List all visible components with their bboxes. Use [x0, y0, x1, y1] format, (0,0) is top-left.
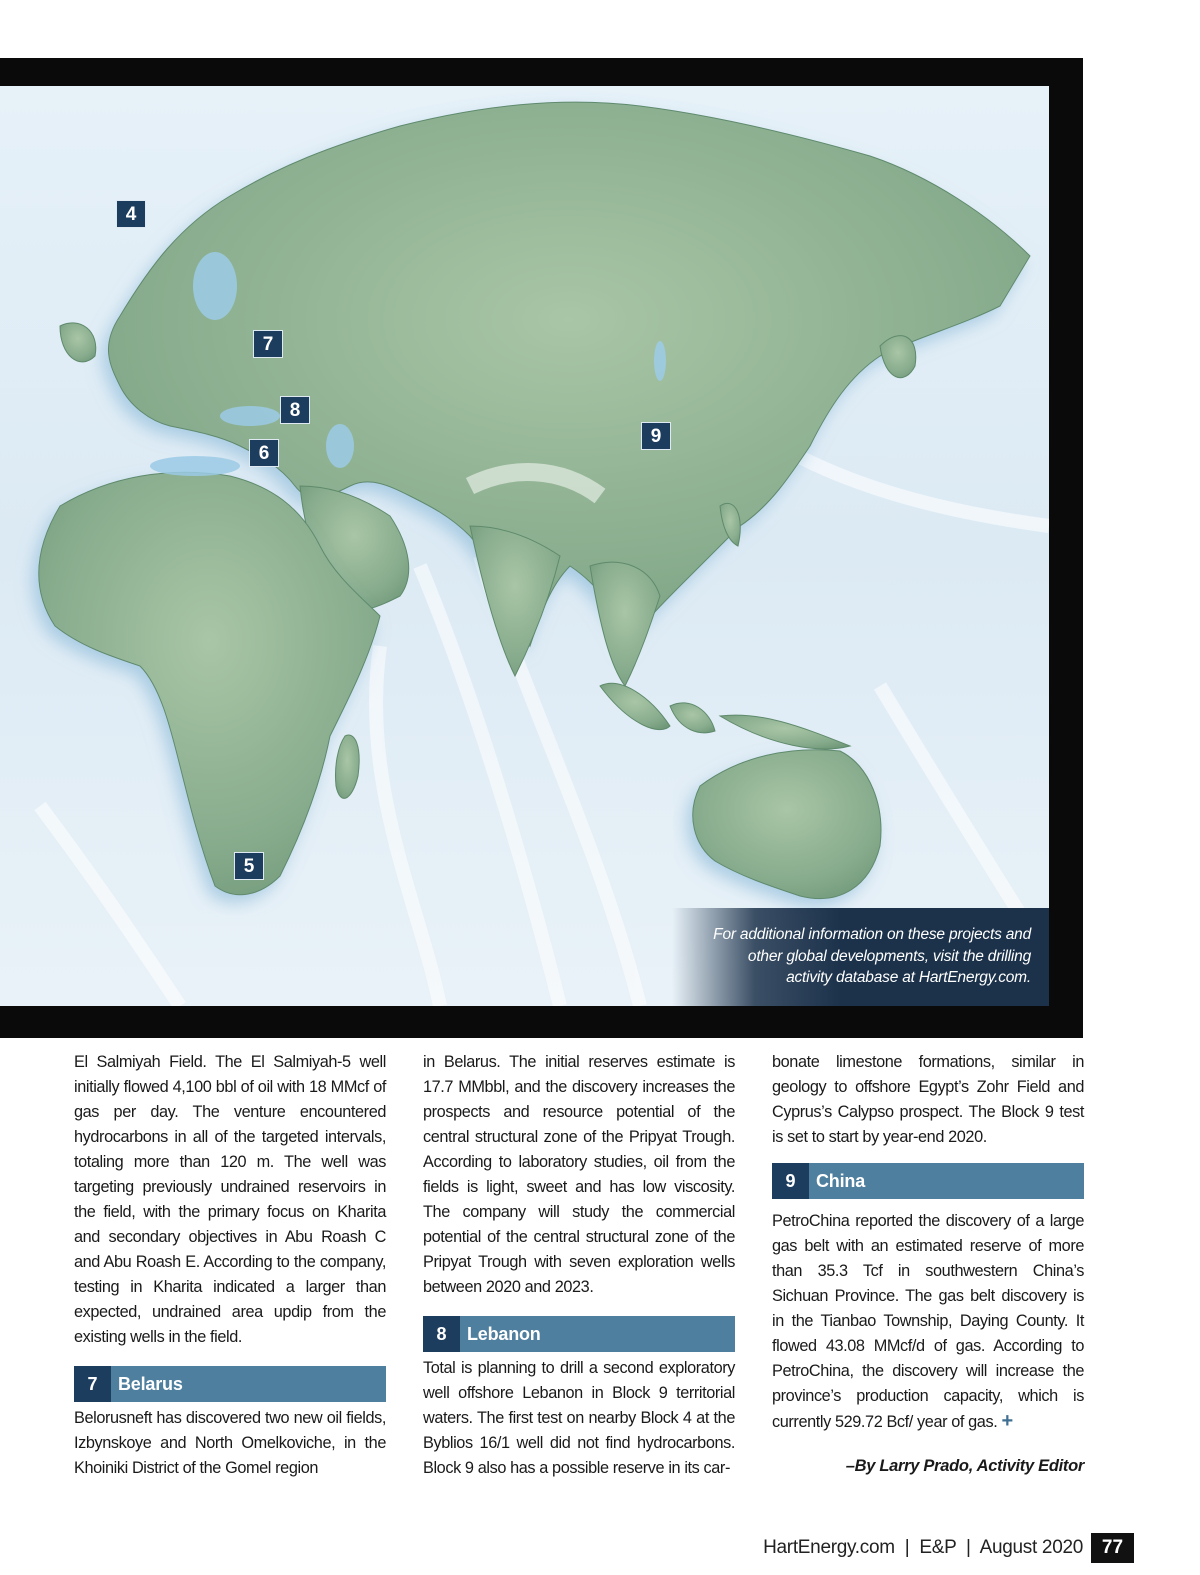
se-asia-landmass — [590, 562, 660, 686]
section-header-china — [772, 1163, 1084, 1199]
section-title: China — [816, 1170, 866, 1191]
author-byline: –By Larry Prado, Activity Editor — [845, 1457, 1084, 1475]
map-caption-box — [672, 908, 1049, 1006]
map-marker-5: 5 — [234, 852, 264, 880]
col2-intro-paragraph: in Belarus. The initial reserves estimate is 17.7 MMbbl, and the discovery increases the prospects and resource potential of the central structural zone of the Pripyat Trough. According to laboratory studies, oil from the fields is light, sweet and has low viscosity. The company will study the commercial potential of the central structural zone of the Pripyat Trough with seven exploration wells between 2020 and 2023. — [423, 1053, 735, 1296]
page-footer — [763, 1533, 1134, 1563]
footer-publication-info: HartEnergy.com | E&P | August 2020 — [763, 1537, 1083, 1558]
map-marker-7: 7 — [253, 330, 283, 358]
map-graphic — [0, 86, 1049, 1006]
map-frame — [0, 58, 1083, 1038]
column-2 — [423, 1050, 735, 1481]
australia-landmass — [693, 750, 881, 899]
map-caption-text: For additional information on these projects and other global developments, visit the drilling activity database at HartEnergy.com. — [713, 926, 1031, 986]
section-number: 9 — [772, 1163, 809, 1199]
china-paragraph — [772, 1209, 1084, 1435]
section-number: 8 — [423, 1316, 460, 1352]
column-3 — [772, 1050, 1084, 1476]
china-paragraph-text: PetroChina reported the discovery of a large gas belt with an estimated reserve of more than 35.3 Tcf in southwestern China’s Sichuan Province. The gas belt discovery is in the Tianbao Township, Daying County. It flowed 43.08 MMcf/d of gas. According to PetroChina, the discovery will increase the province’s production capacity, which is currently 529.72 Bcf/ year of gas. — [772, 1212, 1084, 1431]
col1-intro-paragraph: El Salmiyah Field. The El Salmiyah-5 well initially flowed 4,100 bbl of oil with 18 MMcf of gas per day. The venture encountered hydrocarbons in all of the targeted intervals, totaling more than 120 m. The well was targeting previously undrained reservoirs in the field, with the primary focus on Kharita and secondary objectives in Abu Roash C and Abu Roash E. According to the company, testing in Kharita indicated a larger than expected, undrained area updip from the existing wells in the field. — [74, 1053, 386, 1346]
map-marker-8: 8 — [280, 396, 310, 424]
section-title: Belarus — [118, 1373, 183, 1394]
col3-intro-paragraph: bonate limestone formations, similar in geology to offshore Egypt’s Zohr Field and Cyprus’s Calypso prospect. The Block 9 test is set to start by year-end 2020. — [772, 1053, 1084, 1146]
belarus-paragraph: Belorusneft has discovered two new oil fields, Izbynskoye and North Omelkoviche, in the Khoiniki District of the Gomel region — [74, 1409, 386, 1477]
lebanon-paragraph: Total is planning to drill a second exploratory well offshore Lebanon in Block 9 territorial waters. The first test on nearby Block 4 at the Byblios 16/1 well did not find hydrocarbons. Block 9 also has a possible reserve in its car- — [423, 1359, 735, 1477]
madagascar-landmass — [335, 735, 359, 798]
end-mark-plus-icon: + — [1001, 1410, 1013, 1432]
section-number: 7 — [74, 1366, 111, 1402]
page-number: 77 — [1091, 1533, 1134, 1563]
world-map — [0, 86, 1049, 1006]
column-1 — [74, 1050, 386, 1481]
section-header-lebanon — [423, 1316, 735, 1352]
india-landmass — [470, 526, 560, 676]
map-marker-4: 4 — [116, 200, 146, 228]
map-marker-9: 9 — [641, 422, 671, 450]
section-title: Lebanon — [467, 1323, 541, 1344]
map-marker-6: 6 — [249, 439, 279, 467]
section-header-belarus — [74, 1366, 386, 1402]
